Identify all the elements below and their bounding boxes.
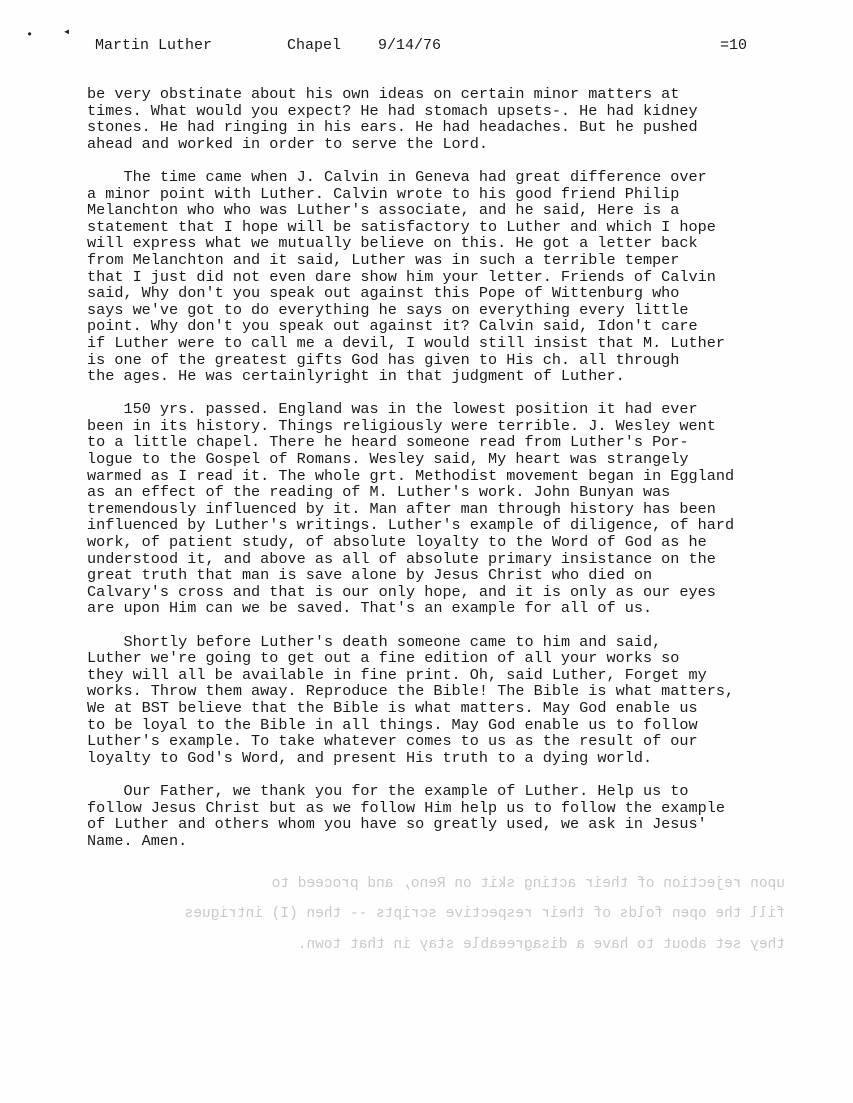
text-line: times. What would you expect? He had stomach upsets-. He had kidney — [87, 101, 698, 120]
text-line: that I just did not even dare show him your letter. Friends of Calvin — [87, 267, 716, 286]
text-line: Name. Amen. — [87, 831, 188, 850]
text-line: said, Why don't you speak out against this Pope of Wittenburg who — [87, 284, 680, 303]
text-line: influenced by Luther's writings. Luther's example of diligence, of hard — [87, 516, 735, 535]
page-number: =10 — [720, 37, 748, 54]
header-title: Martin Luther — [95, 37, 213, 54]
text-line: a minor point with Luther. Calvin wrote to his good friend Philip — [87, 184, 680, 203]
text-line: Our Father, we thank you for the example of Luther. Help us to — [87, 781, 689, 800]
sermon-text — [87, 86, 787, 849]
text-line: of Luther and others whom you have so greatly used, we ask in Jesus' — [87, 815, 707, 834]
text-line: are upon Him can we be saved. That's an example for all of us. — [87, 599, 653, 618]
text-line: as an effect of the reading of M. Luther's work. John Bunyan was — [87, 483, 671, 502]
text-line: understood it, and above as all of absolute primary insistance on the — [87, 549, 716, 568]
text-line: logue to the Gospel of Romans. Wesley said, My heart was strangely — [87, 450, 689, 469]
text-line: Luther we're going to get out a fine edition of all your works so — [87, 649, 680, 668]
text-line: Shortly before Luther's death someone came to him and said, — [87, 632, 662, 651]
text-line: they will all be available in fine print. Oh, said Luther, Forget my — [87, 665, 707, 684]
text-line: from Melanchton and it said, Luther was in such a terrible temper — [87, 250, 680, 269]
text-line: says we've got to do everything he says on everything every little — [87, 300, 689, 319]
paragraph-luther-ailments — [87, 86, 787, 152]
text-line: ahead and worked in order to serve the Lord. — [87, 134, 489, 153]
paragraph-wesley — [87, 401, 787, 617]
text-line: works. Throw them away. Reproduce the Bible! The Bible is what matters, — [87, 682, 735, 701]
text-line: Calvary's cross and that is our only hope, and it is only as our eyes — [87, 582, 716, 601]
text-line: been in its history. Things religiously were terrible. J. Wesley went — [87, 416, 716, 435]
text-line: We at BST believe that the Bible is what matters. May God enable us — [87, 698, 698, 717]
text-line: The time came when J. Calvin in Geneva had great difference over — [87, 167, 707, 186]
text-line: the ages. He was certainlyright in that judgment of Luther. — [87, 367, 625, 386]
text-line: will express what we mutually believe on this. He got a letter back — [87, 234, 698, 253]
text-line: stones. He had ringing in his ears. He had headaches. But he pushed — [87, 118, 698, 137]
margin-dot: • — [26, 28, 34, 42]
header-location: Chapel — [287, 37, 342, 54]
margin-arrow: ◂ — [63, 25, 71, 39]
text-line: warmed as I read it. The whole grt. Methodist movement began in Eggland — [87, 466, 735, 485]
paragraph-calvin — [87, 169, 787, 385]
text-line: tremendously influenced by it. Man after man through history has been — [87, 499, 716, 518]
text-line: loyalty to God's Word, and present His truth to a dying world. — [87, 748, 653, 767]
header-date: 9/14/76 — [378, 37, 442, 54]
text-line: statement that I hope will be satisfactory to Luther and which I hope — [87, 217, 716, 236]
bleed-through-line: upon rejection of their acting skit on Reno, and proceed to — [271, 876, 785, 892]
text-line: follow Jesus Christ but as we follow Him help us to follow the example — [87, 798, 725, 817]
text-line: Luther's example. To take whatever comes to us as the result of our — [87, 732, 698, 751]
text-line: work, of patient study, of absolute loyalty to the Word of God as he — [87, 533, 707, 552]
text-line: is one of the greatest gifts God has given to His ch. all through — [87, 350, 680, 369]
text-line: if Luther were to call me a devil, I would still insist that M. Luther — [87, 333, 725, 352]
text-line: be very obstinate about his own ideas on certain minor matters at — [87, 85, 680, 103]
paragraph-luther-death — [87, 634, 787, 767]
paragraph-prayer — [87, 783, 787, 849]
text-line: to a little chapel. There he heard someone read from Luther's Por- — [87, 433, 689, 452]
text-line: 150 yrs. passed. England was in the lowest position it had ever — [87, 400, 698, 419]
text-line: great truth that man is save alone by Jesus Christ who died on — [87, 566, 653, 585]
page-header — [0, 37, 853, 57]
bleed-through-line: they set about to have a disagreeable stay in that town. — [297, 937, 785, 953]
bleed-through-line: fill the open folds of their respective scripts -- then (I) intrigues — [184, 906, 785, 922]
text-line: to be loyal to the Bible in all things. May God enable us to follow — [87, 715, 698, 734]
text-line: Melanchton who who was Luther's associate, and he said, Here is a — [87, 201, 680, 220]
text-line: point. Why don't you speak out against it? Calvin said, Idon't care — [87, 317, 698, 336]
